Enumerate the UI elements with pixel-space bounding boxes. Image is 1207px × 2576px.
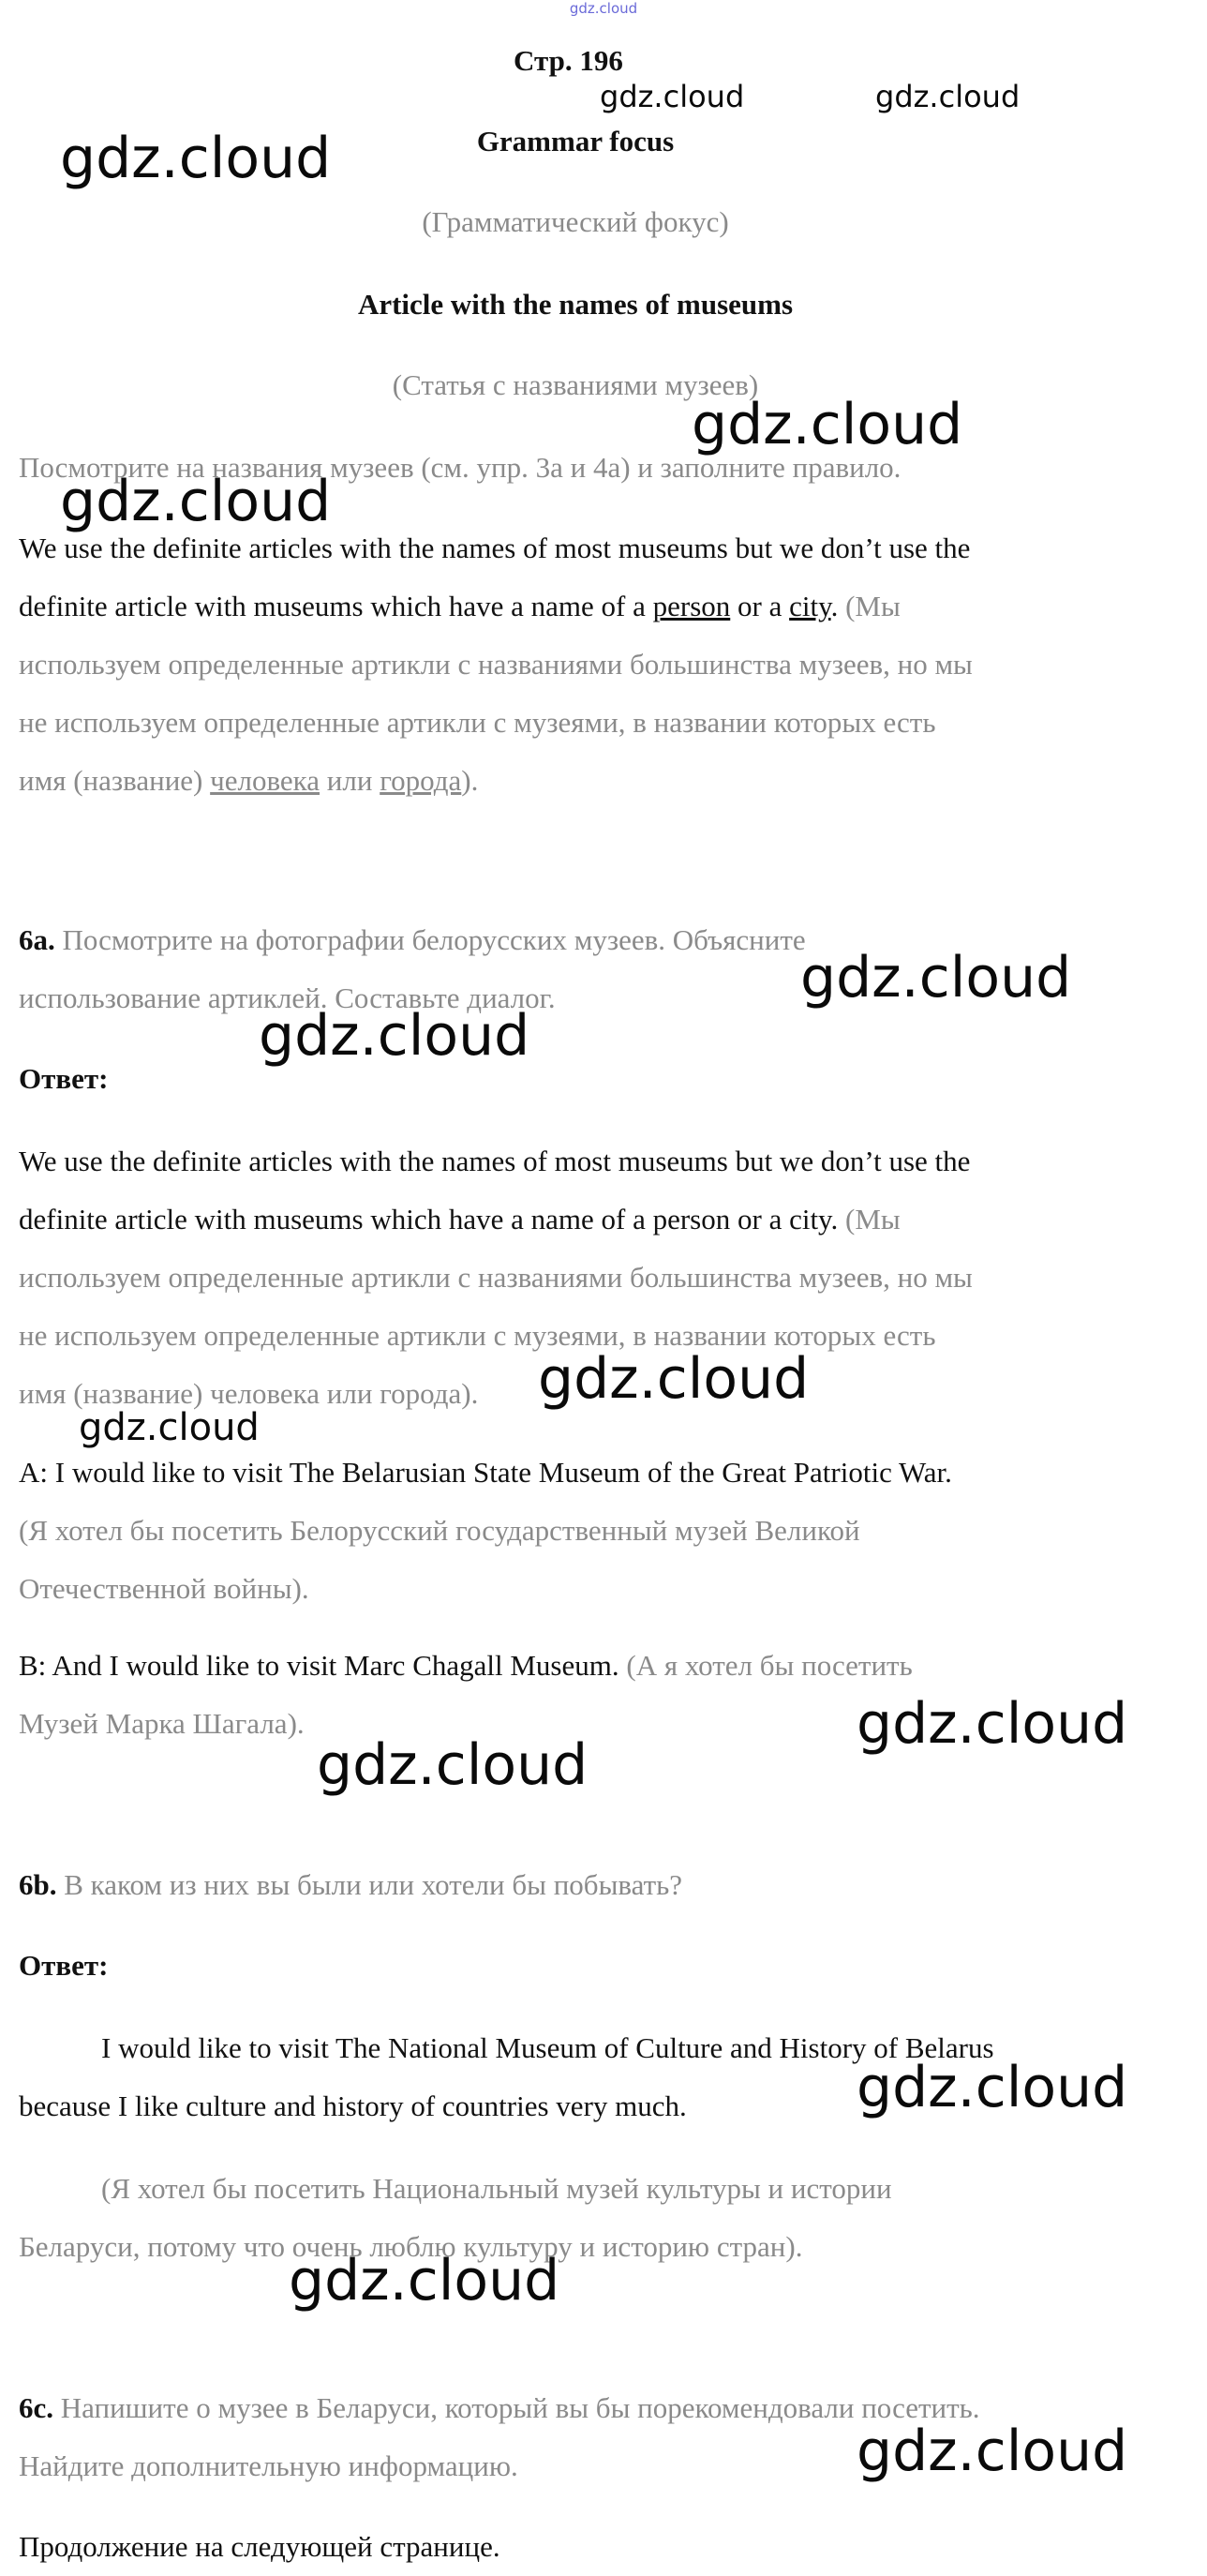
topic-title: Article with the names of museums <box>357 288 794 321</box>
topic-title-ru: (Статья с названиями музеев) <box>392 368 759 401</box>
watermark: gdz.cloud <box>289 2248 560 2314</box>
watermark: gdz.cloud <box>600 79 745 114</box>
rule-line-5 <box>19 752 1125 810</box>
ex6a-task: Посмотрите на фотографии белорусских музеев. Объясните <box>54 923 806 956</box>
ex6a-line-3: используем определенные артикли с названиями большинства музеев, но мы <box>19 1261 973 1294</box>
dialog-b-line-2: Музей Марка Шагала). <box>19 1707 305 1740</box>
continuation-note: Продолжение на следующей странице. <box>19 2530 500 2563</box>
rule-instruction: Посмотрите на названия музеев (см. упр. 3а и 4а) и заполните правило. <box>19 451 902 484</box>
ex6b-number: 6b. <box>19 1868 57 1901</box>
rule-ru-text: ). <box>461 764 479 797</box>
rule-ru: (Мы <box>845 590 901 622</box>
dialog-a-line-1: A: I would like to visit The Belarusian State Museum of the Great Patriotic War. <box>19 1456 952 1489</box>
ex6b-line-2: because I like culture and history of countries very much. <box>19 2089 687 2122</box>
ex6a-number: 6a. <box>19 923 55 956</box>
ex6b-task-text: В каком из них вы были или хотели бы побывать? <box>56 1868 683 1901</box>
rule-text: . <box>830 590 846 622</box>
dialog-b-text: B: And I would like to visit Marc Chagall Museum. <box>19 1649 627 1682</box>
rule-ru-city: города <box>380 764 462 797</box>
ex6a-answer-label: Ответ: <box>19 1062 109 1095</box>
rule-city: city <box>789 590 831 622</box>
ex6b-ru-line-2: Беларуси, потому что очень люблю культуру и историю стран). <box>19 2230 803 2263</box>
rule-line-4: не используем определенные артикли с музеями, в названии которых есть <box>19 706 936 739</box>
top-watermark: gdz.cloud <box>569 0 638 17</box>
watermark: gdz.cloud <box>857 2055 1128 2120</box>
ex6c-task-line-2: Найдите дополнительную информацию. <box>19 2449 518 2482</box>
watermark: gdz.cloud <box>800 945 1072 1011</box>
section-title: Grammar focus <box>476 125 675 157</box>
ex6b-answer-label: Ответ: <box>19 1949 109 1982</box>
ex6c-task-text: Напишите о музее в Беларуси, который вы бы порекомендовали посетить. <box>53 2391 980 2424</box>
watermark: gdz.cloud <box>60 126 332 191</box>
rule-ru-text: имя (название) <box>19 764 211 797</box>
ex6b-line-1: I would like to visit The National Museum of Culture and History of Belarus <box>101 2031 994 2064</box>
ex6a-line-1: We use the definite articles with the names of most museums but we don’t use the <box>19 1145 971 1177</box>
watermark: gdz.cloud <box>317 1732 589 1798</box>
rule-line-2 <box>19 577 1125 636</box>
ex6a-text: definite article with museums which have a name of a person or a city. <box>19 1203 846 1236</box>
rule-ru-person: человека <box>210 764 320 797</box>
ex6a-ru: (Мы <box>845 1203 901 1236</box>
watermark: gdz.cloud <box>692 392 963 457</box>
ex6a-line-4: не используем определенные артикли с музеями, в названии которых есть <box>19 1319 936 1352</box>
dialog-b-line-1 <box>19 1637 1125 1695</box>
ex6a-line-2 <box>19 1191 1125 1249</box>
page-number: Стр. 196 <box>514 44 623 77</box>
rule-line-1: We use the definite articles with the names of most museums but we don’t use the <box>19 532 971 564</box>
watermark: gdz.cloud <box>857 1691 1128 1757</box>
dialog-a-line-2: (Я хотел бы посетить Белорусский государственный музей Великой <box>19 1514 860 1547</box>
ex6c-number: 6c. <box>19 2391 54 2424</box>
watermark: gdz.cloud <box>79 1406 260 1449</box>
rule-text: or a <box>730 590 790 622</box>
watermark: gdz.cloud <box>857 2419 1128 2484</box>
rule-ru-text: или <box>320 764 380 797</box>
watermark: gdz.cloud <box>538 1346 810 1412</box>
ex6a-task-line-2: использование артиклей. Составьте диалог. <box>19 981 556 1014</box>
watermark: gdz.cloud <box>60 469 332 534</box>
ex6b-task <box>19 1856 1125 1914</box>
rule-text: definite article with museums which have a name of a <box>19 590 653 622</box>
dialog-b-ru: (А я хотел бы посетить <box>626 1649 913 1682</box>
ex6a-line-5: имя (название) человека или города). <box>19 1377 479 1410</box>
watermark: gdz.cloud <box>259 1003 530 1069</box>
rule-line-3: используем определенные артикли с названиями большинства музеев, но мы <box>19 648 973 681</box>
dialog-a-line-3: Отечественной войны). <box>19 1572 309 1605</box>
watermark: gdz.cloud <box>875 79 1021 114</box>
rule-person: person <box>652 590 731 622</box>
section-title-ru: (Грамматический фокус) <box>422 205 729 238</box>
ex6b-ru-line-1: (Я хотел бы посетить Национальный музей культуры и истории <box>101 2172 892 2205</box>
